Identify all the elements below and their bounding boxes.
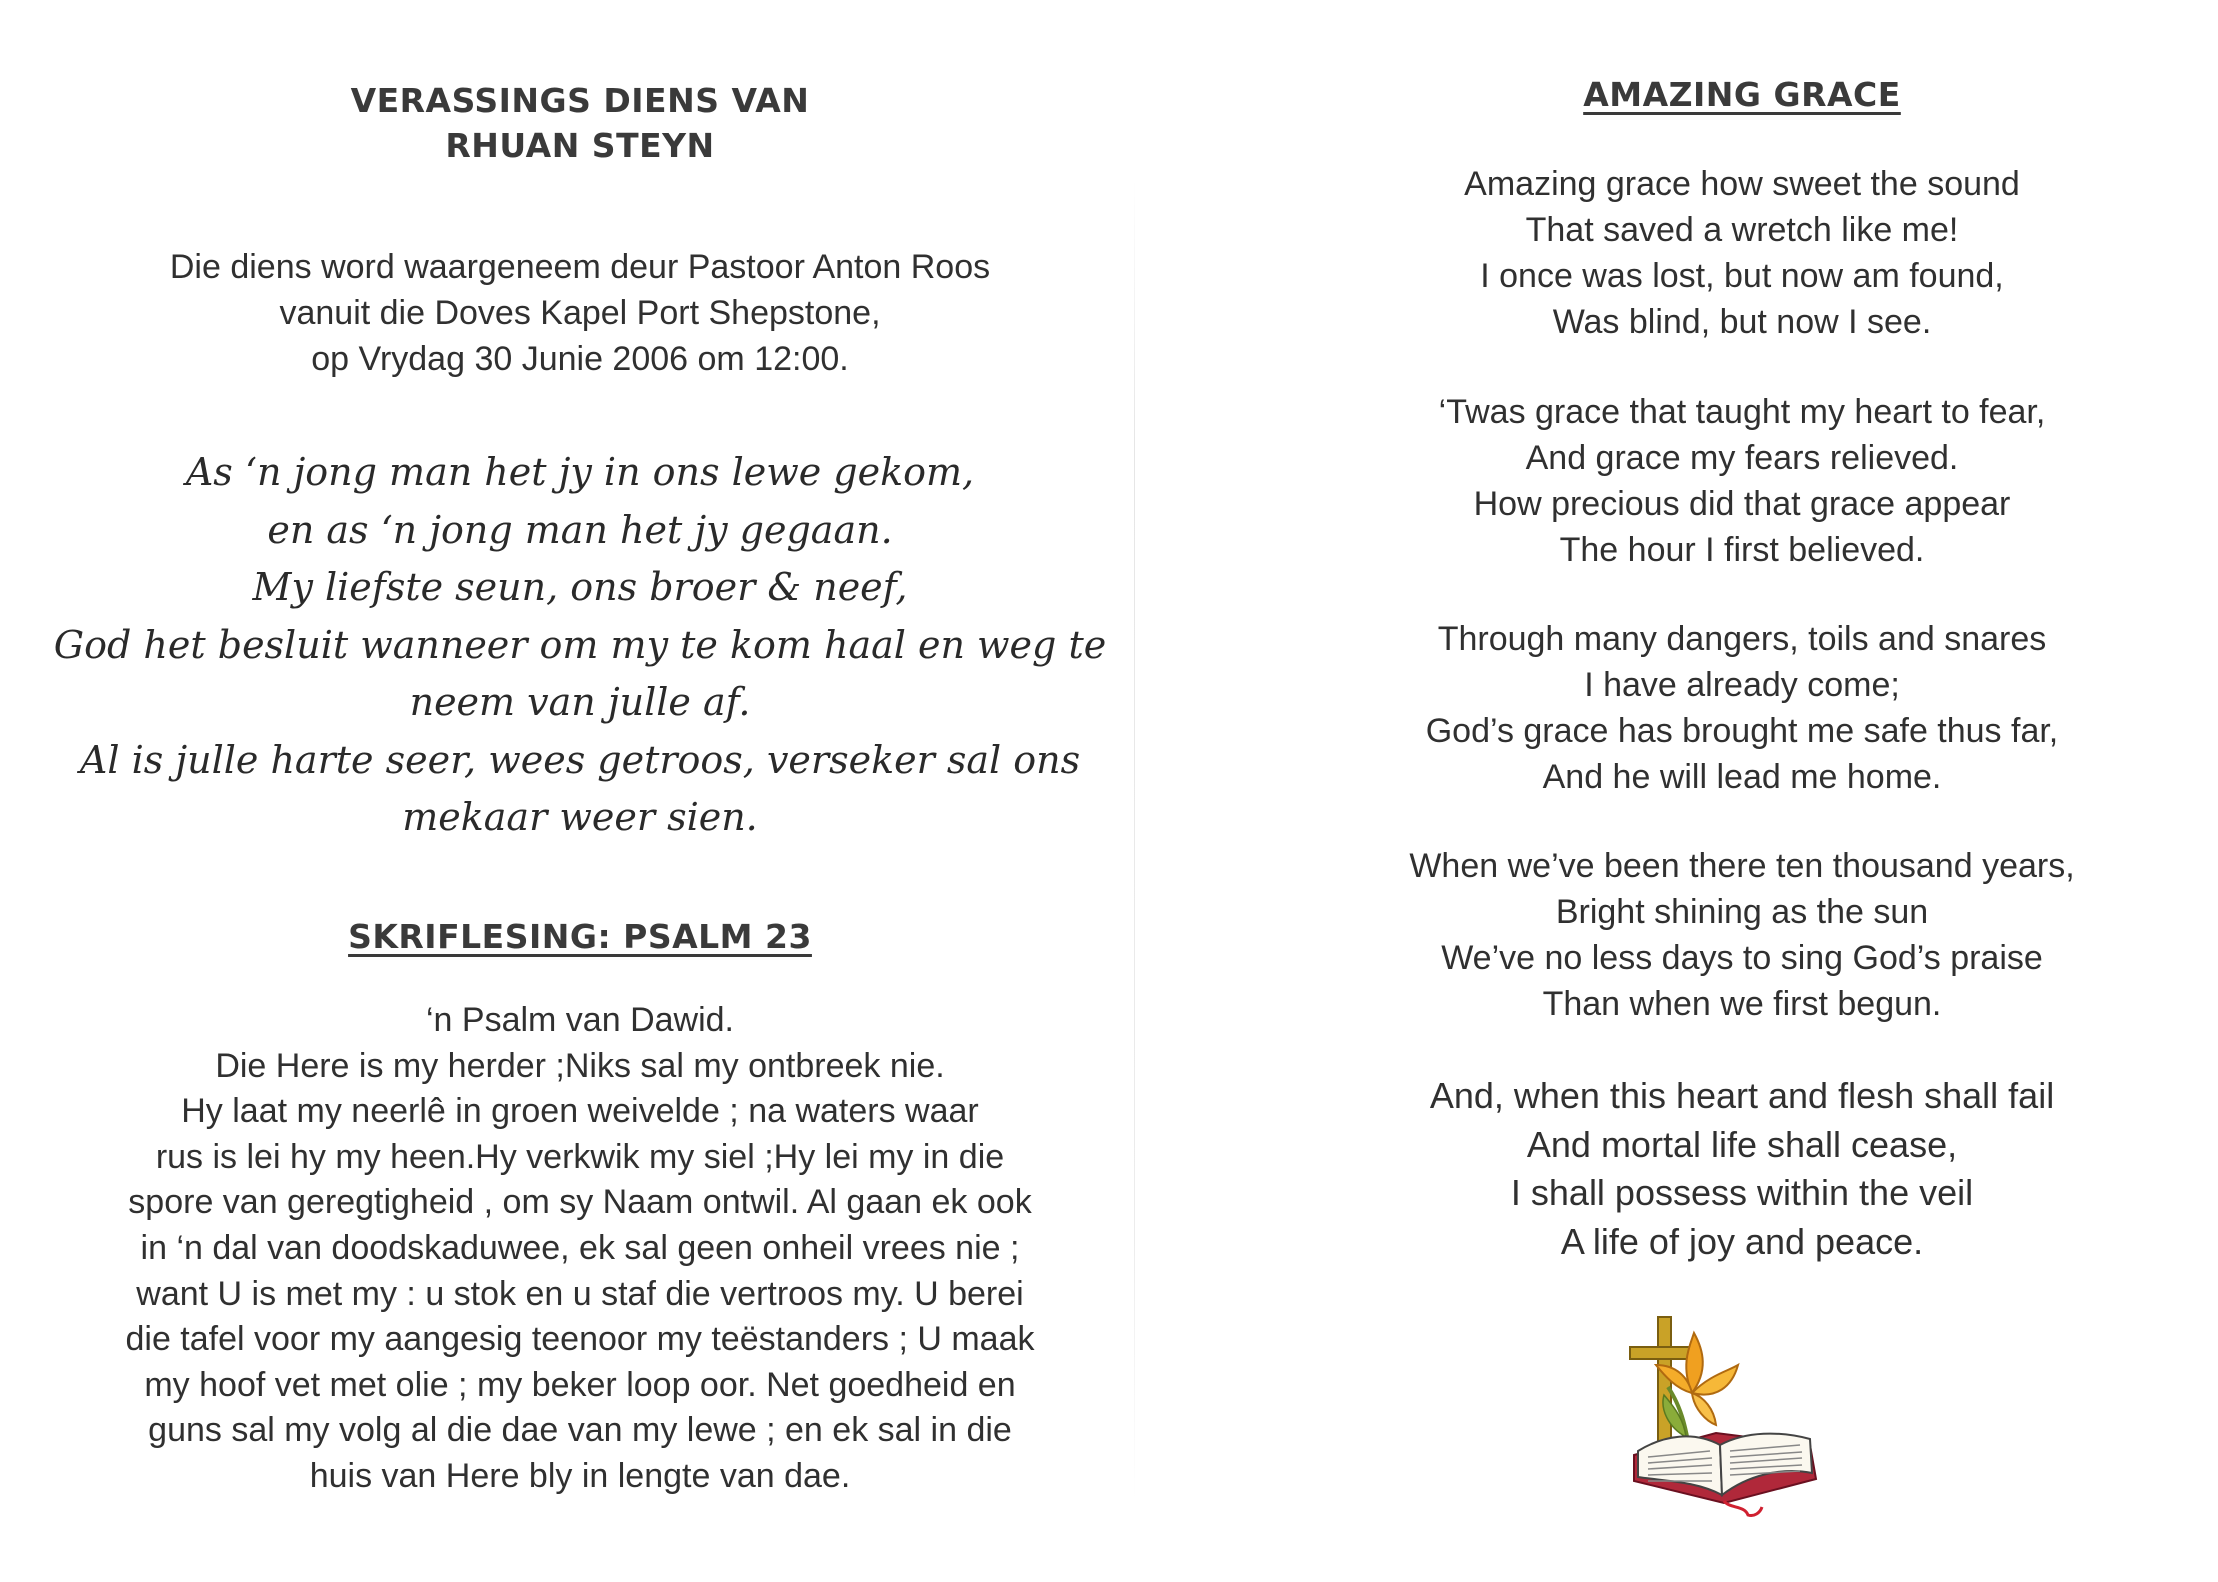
scripture-line: in ‘n dal van doodskaduwee, ek sal geen onheil vrees nie ; [140, 1228, 1020, 1267]
poem-line: My liefste seun, ons broer & neef, [252, 565, 908, 609]
hymn-line: And, when this heart and flesh shall fail [1429, 1075, 2055, 1116]
service-title [0, 78, 1160, 168]
hymn-line: Amazing grace how sweet the sound [1464, 165, 2020, 203]
hymn-line: That saved a wretch like me! [1525, 211, 1959, 249]
hymn-verse-3 [1150, 616, 2218, 800]
hymn-line: When we’ve been there ten thousand years, [1409, 847, 2075, 885]
hymn-line: How precious did that grace appear [1473, 485, 2011, 523]
poem-line: Al is julle harte seer, wees getroos, verseker sal ons [79, 737, 1081, 782]
hymn-line: And mortal life shall cease, [1526, 1123, 1958, 1165]
scripture-heading: SKRIFLESING: PSALM 23 [348, 917, 812, 956]
hymn-line: A life of joy and peace. [1560, 1220, 1924, 1262]
hymn-line: ‘Twas grace that taught my heart to fear, [1438, 393, 2046, 431]
poem-line: mekaar weer sien. [402, 795, 758, 839]
hymn-line: God’s grace has brought me safe thus far, [1425, 712, 2059, 750]
scripture-line: die tafel voor my aangesig teenoor my teëstanders ; U maak [125, 1320, 1035, 1359]
service-details-line: op Vrydag 30 Junie 2006 om 12:00. [311, 340, 849, 378]
scripture-line: ‘n Psalm van Dawid. [425, 1001, 734, 1039]
scripture-line: Die Here is my herder ;Niks sal my ontbreek nie. [215, 1046, 945, 1085]
scripture-line: spore van geregtigheid , om sy Naam ontwil. Al gaan ek ook [128, 1183, 1032, 1222]
hymn-line: And he will lead me home. [1542, 758, 1942, 796]
hymn-verse-2 [1150, 389, 2218, 573]
scripture-text [0, 998, 1160, 1500]
scripture-line: rus is lei hy my heen.Hy verkwik my siel ;Hy lei my in die [155, 1137, 1005, 1176]
right-page [1150, 0, 2218, 1582]
hymn-line: Bright shining as the sun [1555, 893, 1929, 931]
service-title-line-1: VERASSINGS DIENS VAN [350, 81, 810, 120]
hymn-heading: AMAZING GRACE [1583, 75, 1901, 114]
poem-line: God het besluit wanneer om my te kom haal en weg te [53, 622, 1107, 667]
hymn-line: I once was lost, but now am found, [1480, 257, 2004, 295]
hymn-verse-5 [1150, 1072, 2218, 1266]
cross-lily-bible-icon [1620, 1305, 1830, 1520]
poem-line: en as ‘n jong man het jy gegaan. [267, 507, 893, 552]
scripture-heading-wrap [0, 914, 1160, 966]
hymn-line: The hour I first believed. [1559, 531, 1925, 569]
service-title-line-2: RHUAN STEYN [445, 126, 715, 165]
scripture-line: want U is met my : u stok en u staf die vertroos my. U berei [136, 1274, 1024, 1313]
scripture-line: guns sal my volg al die dae van my lewe ; en ek sal in die [148, 1411, 1012, 1450]
hymn-line: Than when we first begun. [1542, 985, 1942, 1023]
scripture-line: Hy laat my neerlê in groen weivelde ; na waters waar [181, 1092, 979, 1131]
scripture-line: my hoof vet met olie ; my beker loop oor. Net goedheid en [144, 1365, 1016, 1404]
service-details [0, 244, 1160, 382]
hymn-verse-1 [1150, 161, 2218, 345]
poem-line: neem van julle af. [409, 680, 751, 724]
hymn-line: I shall possess within the veil [1510, 1172, 1974, 1213]
hymn-line: And grace my fears relieved. [1525, 439, 1959, 477]
hymn-heading-wrap [1150, 72, 2218, 124]
hymn-line: Through many dangers, toils and snares [1437, 620, 2047, 658]
memorial-poem [0, 444, 1160, 847]
service-details-line: vanuit die Doves Kapel Port Shepstone, [279, 294, 881, 332]
service-details-line: Die diens word waargeneem deur Pastoor Anton Roos [169, 248, 991, 286]
hymn-verse-4 [1150, 843, 2218, 1027]
poem-line: As ‘n jong man het jy in ons lewe gekom, [185, 450, 975, 494]
hymn-line: Was blind, but now I see. [1552, 303, 1932, 341]
hymn-line: We’ve no less days to sing God’s praise [1441, 939, 2043, 977]
scripture-line: huis van Here bly in lengte van dae. [309, 1456, 851, 1495]
page-fold-divider [1134, 180, 1135, 1500]
hymn-line: I have already come; [1584, 666, 1900, 704]
